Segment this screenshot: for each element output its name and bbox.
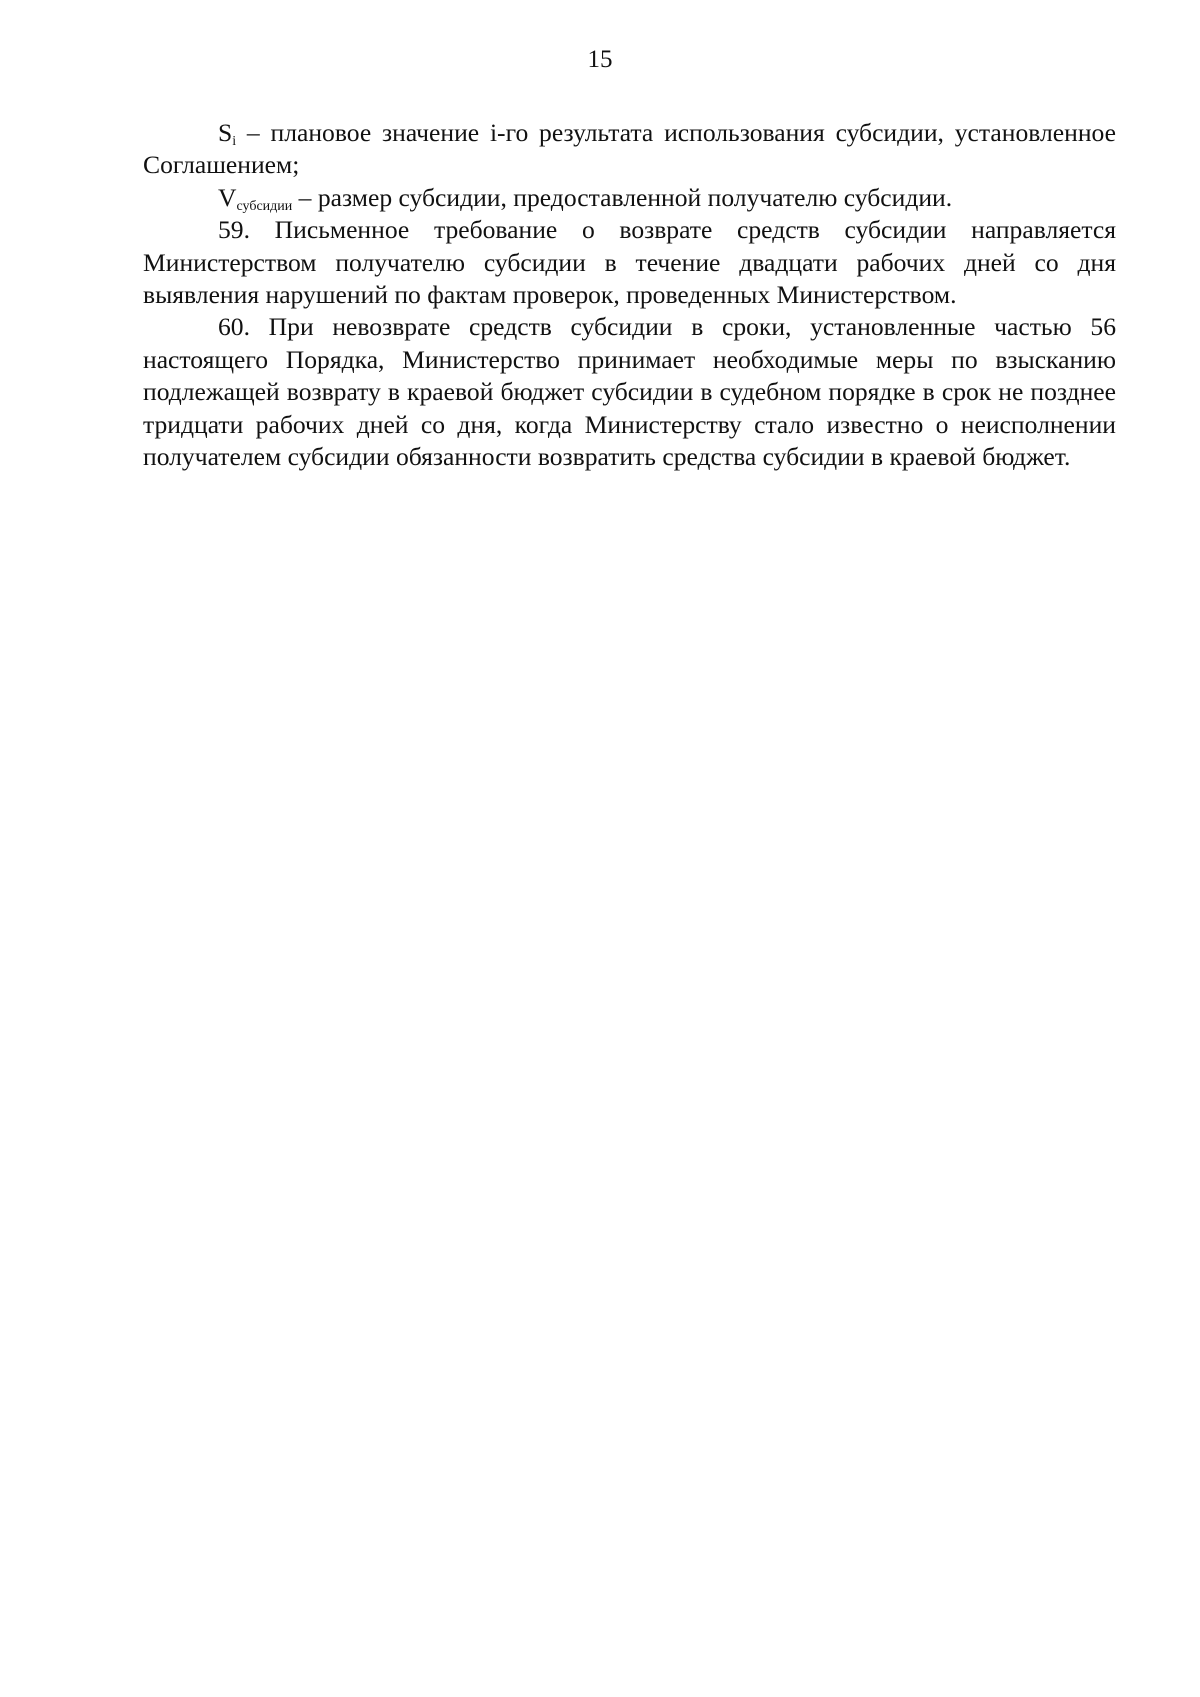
subscript-i: i — [232, 134, 237, 149]
definition-si — [143, 117, 1116, 182]
paragraph-59: 59. Письменное требование о возврате средств субсидии направляется Министерством получателю субсидии в течение двадцати рабочих дней со дня выявления нарушений по фактам проверок, проведенных Министерством. — [143, 215, 1116, 310]
symbol-s: S — [218, 118, 233, 147]
document-body — [143, 117, 1116, 473]
subscript-subsidy: субсидии — [236, 198, 293, 214]
symbol-v: V — [218, 182, 237, 212]
definition-v-text: – размер субсидии, предоставленной получателю субсидии. — [292, 182, 953, 212]
definition-si-text: – плановое значение i-го результата использования субсидии, установленное Соглашением; — [143, 118, 1116, 180]
page-number: 15 — [587, 46, 613, 73]
definition-v-subsidy — [143, 182, 1116, 214]
paragraph-60: 60. При невозврате средств субсидии в сроки, установленные частью 56 настоящего Порядка, Министерство принимает необходимые меры по взысканию подлежащей возврату в краевой бюджет субсидии в судебном порядке в срок не позднее тридцати рабочих дней со дня, когда Министерству стало известно о неисполнении получателем субсидии обязанности возвратить средства субсидии в краевой бюджет. — [143, 312, 1116, 472]
